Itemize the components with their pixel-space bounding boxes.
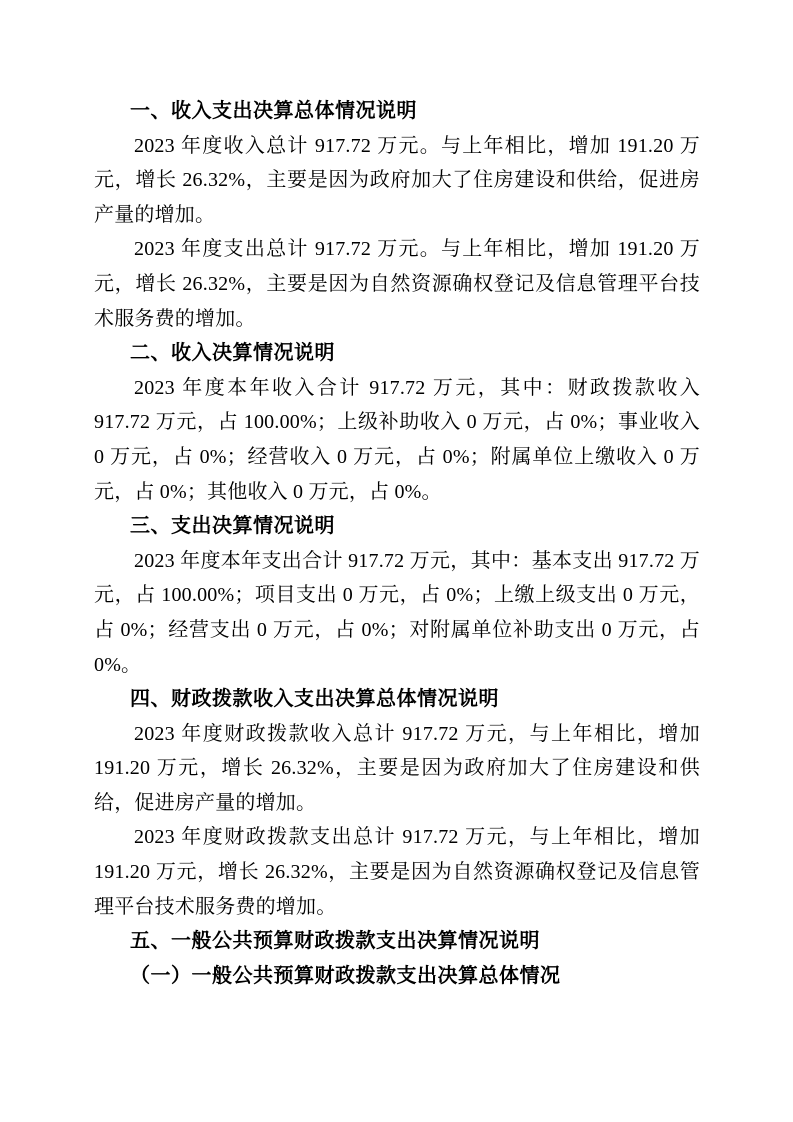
section-2-paragraph-income-detail: 2023 年度本年收入合计 917.72 万元，其中：财政拨款收入 917.72 万元，占 100.00%；上级补助收入 0 万元，占 0%；事业收入 0 万元，占 0%；经营收入 0 万元，占 0%；附属单位上缴收入 0 万元，占 0%；其他收入 0 万元，占 0%。 (94, 376, 700, 503)
section-1-heading: 一、收入支出决算总体情况说明 (130, 100, 417, 122)
section-4-paragraph-appropriation-expenditure: 2023 年度财政拨款支出总计 917.72 万元，与上年相比，增加 191.20 万元，增长 26.32%，主要是因为自然资源确权登记及信息管理平台技术服务费的增加。 (94, 826, 700, 918)
section-3-paragraph-expenditure-detail: 2023 年度本年支出合计 917.72 万元，其中：基本支出 917.72 万元，占 100.00%；项目支出 0 万元，占 0%；上缴上级支出 0 万元，占 0%；经营支出 0 万元，占 0%；对附属单位补助支出 0 万元，占 0%。 (94, 549, 700, 676)
section-5-subheading-1: （一）一般公共预算财政拨款支出决算总体情况 (130, 964, 561, 987)
section-3-heading: 三、支出决算情况说明 (130, 515, 335, 538)
section-4-paragraph-appropriation-income: 2023 年度财政拨款收入总计 917.72 万元，与上年相比，增加 191.20 万元，增长 26.32%，主要是因为政府加大了住房建设和供给，促进房产量的增加。 (94, 722, 700, 814)
section-2-heading: 二、收入决算情况说明 (130, 342, 335, 365)
section-4-heading: 四、财政拨款收入支出决算总体情况说明 (130, 688, 499, 711)
section-1-paragraph-expenditure: 2023 年度支出总计 917.72 万元。与上年相比，增加 191.20 万元，增长 26.32%，主要是因为自然资源确权登记及信息管理平台技术服务费的增加。 (94, 238, 700, 330)
section-5-heading: 五、一般公共预算财政拨款支出决算情况说明 (130, 930, 540, 953)
section-1-paragraph-income: 2023 年度收入总计 917.72 万元。与上年相比，增加 191.20 万元，增长 26.32%，主要是因为政府加大了住房建设和供给，促进房产量的增加。 (94, 134, 700, 226)
